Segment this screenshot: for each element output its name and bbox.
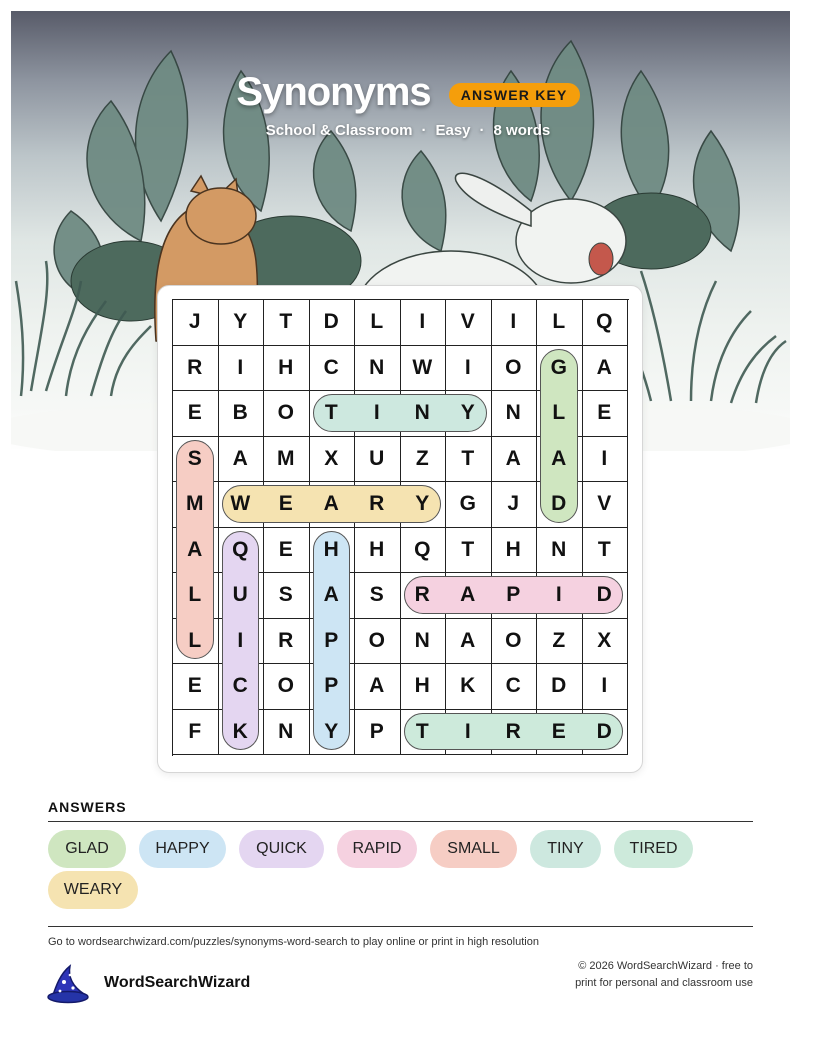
answers-heading: ANSWERS — [48, 799, 127, 815]
answer-pill-quick: QUICK — [239, 830, 324, 868]
grid-letter: D — [551, 492, 567, 515]
grid-letter: K — [232, 719, 248, 743]
meta-separator: · — [479, 122, 485, 139]
grid-letter: A — [460, 628, 476, 652]
grid-letter: M — [186, 492, 204, 515]
grid-letter: Z — [552, 628, 566, 652]
grid-letter: A — [551, 446, 567, 470]
grid-letter: Y — [233, 310, 248, 333]
grid-letter: F — [188, 719, 202, 743]
grid-letter: Q — [414, 537, 431, 561]
grid-letter: Y — [415, 492, 430, 515]
grid-letter: O — [277, 674, 294, 697]
copyright-text: © 2026 WordSearchWizard · free to print for personal and classroom use — [575, 960, 753, 989]
grid-letter: Q — [232, 537, 249, 561]
answer-pill-weary: WEARY — [48, 871, 138, 909]
grid-letter: J — [507, 492, 520, 515]
grid-letter: O — [505, 355, 522, 379]
grid-letter: V — [460, 310, 475, 333]
answer-pill-tired: TIRED — [614, 830, 693, 868]
grid-letter: E — [597, 401, 612, 424]
word-count-label: 8 words — [493, 122, 551, 139]
grid-letter: T — [597, 537, 611, 561]
answer-pill-small: SMALL — [430, 830, 517, 868]
grid-letter: W — [412, 355, 433, 379]
grid-letter: I — [464, 719, 471, 743]
grid-letter: I — [555, 583, 562, 606]
grid-letter: A — [460, 583, 476, 606]
grid-letter: X — [597, 628, 612, 652]
grid-letter: W — [230, 492, 251, 515]
grid-letter: U — [232, 583, 248, 606]
grid-letter: O — [277, 401, 294, 424]
answer-pill-glad: GLAD — [48, 830, 126, 868]
grid-letter: L — [552, 310, 566, 333]
grid-letter: C — [505, 674, 521, 697]
grid-letter: N — [505, 401, 521, 424]
grid-letter: T — [324, 401, 338, 424]
grid-letter: A — [232, 446, 248, 470]
answer-pill-happy: HAPPY — [139, 830, 226, 868]
grid-letter: R — [505, 719, 521, 743]
grid-letter: D — [323, 310, 339, 333]
grid-letter: N — [369, 355, 385, 379]
grid-letter: D — [596, 719, 612, 743]
grid-letter: O — [505, 628, 522, 652]
grid-letter: G — [550, 355, 567, 379]
answer-key-badge: ANSWER KEY — [449, 83, 580, 107]
grid-letter: O — [368, 628, 385, 652]
footer-url-text: Go to wordsearchwizard.com/puzzles/synonyms-word-search to play online or print in high resolution — [48, 936, 539, 948]
grid-letter: Q — [596, 310, 613, 333]
grid-letter: P — [369, 719, 384, 743]
grid-letter: I — [510, 310, 517, 333]
grid-letter: N — [278, 719, 294, 743]
grid-letter: S — [369, 583, 384, 606]
grid-letter: X — [324, 446, 339, 470]
grid-letter: Y — [324, 719, 339, 743]
grid-letter: G — [459, 492, 476, 515]
grid-letter: T — [279, 310, 293, 333]
grid-letter: E — [278, 492, 293, 515]
grid-letter: D — [551, 674, 567, 697]
grid-letter: I — [601, 674, 608, 697]
grid-letter: K — [460, 674, 476, 697]
grid-letter: I — [419, 310, 426, 333]
meta-separator: · — [421, 122, 427, 139]
answer-pill-rapid: RAPID — [337, 830, 417, 868]
grid-letter: L — [188, 583, 202, 606]
grid-letter: E — [187, 401, 202, 424]
grid-letter: H — [414, 674, 430, 697]
grid-letter: H — [505, 537, 521, 561]
page-title: Synonyms — [236, 70, 431, 114]
grid-letter: E — [187, 674, 202, 697]
grid-letter: U — [369, 446, 385, 470]
grid-letter: R — [187, 355, 203, 379]
grid-letter: A — [323, 583, 339, 606]
grid-letter: S — [187, 446, 202, 470]
grid-letter: H — [323, 537, 339, 561]
grid-letter: P — [324, 628, 339, 652]
wizard-hat-icon — [46, 962, 92, 1009]
grid-letter: C — [323, 355, 339, 379]
grid-letter: I — [464, 355, 471, 379]
grid-letter: E — [278, 537, 293, 561]
grid-letter: T — [461, 537, 475, 561]
grid-letter: Y — [460, 401, 475, 424]
grid-letter: B — [232, 401, 248, 424]
grid-letter: I — [601, 446, 608, 470]
grid-letter: A — [505, 446, 521, 470]
answer-pill-tiny: TINY — [530, 830, 601, 868]
grid-letter: N — [414, 401, 430, 424]
grid-letter: H — [278, 355, 294, 379]
grid-letter: R — [369, 492, 385, 515]
brand-name: WordSearchWizard — [104, 974, 251, 991]
grid-letter: S — [278, 583, 293, 606]
grid-letter: N — [551, 537, 567, 561]
category-label: School & Classroom — [265, 122, 413, 139]
grid-letter: R — [414, 583, 430, 606]
grid-letter: I — [237, 355, 244, 379]
grid-letter: H — [369, 537, 385, 561]
grid-letter: R — [278, 628, 294, 652]
grid-letter: A — [369, 674, 385, 697]
grid-letter: L — [552, 401, 566, 424]
grid-letter: P — [506, 583, 521, 606]
difficulty-label: Easy — [435, 122, 471, 139]
grid-letter: V — [597, 492, 612, 515]
grid-letter: T — [415, 719, 429, 743]
grid-letter: M — [277, 446, 295, 470]
grid-letter: A — [323, 492, 339, 515]
grid-letter: P — [324, 674, 339, 697]
puzzle-meta — [0, 122, 816, 139]
grid-letter: C — [232, 674, 248, 697]
footer-divider — [48, 926, 753, 927]
grid-letter: E — [551, 719, 566, 743]
grid-letter: A — [187, 537, 203, 561]
grid-letter: J — [188, 310, 201, 333]
grid-letter: D — [596, 583, 612, 606]
title-row — [0, 70, 816, 120]
grid-letter: L — [188, 628, 202, 652]
grid-letter: N — [414, 628, 430, 652]
answers-divider — [48, 821, 753, 822]
grid-letter: I — [373, 401, 380, 424]
grid-letter: L — [370, 310, 384, 333]
grid-letter: Z — [415, 446, 429, 470]
grid-letter: T — [461, 446, 475, 470]
grid-letter: I — [237, 628, 244, 652]
grid-letter: A — [596, 355, 612, 379]
